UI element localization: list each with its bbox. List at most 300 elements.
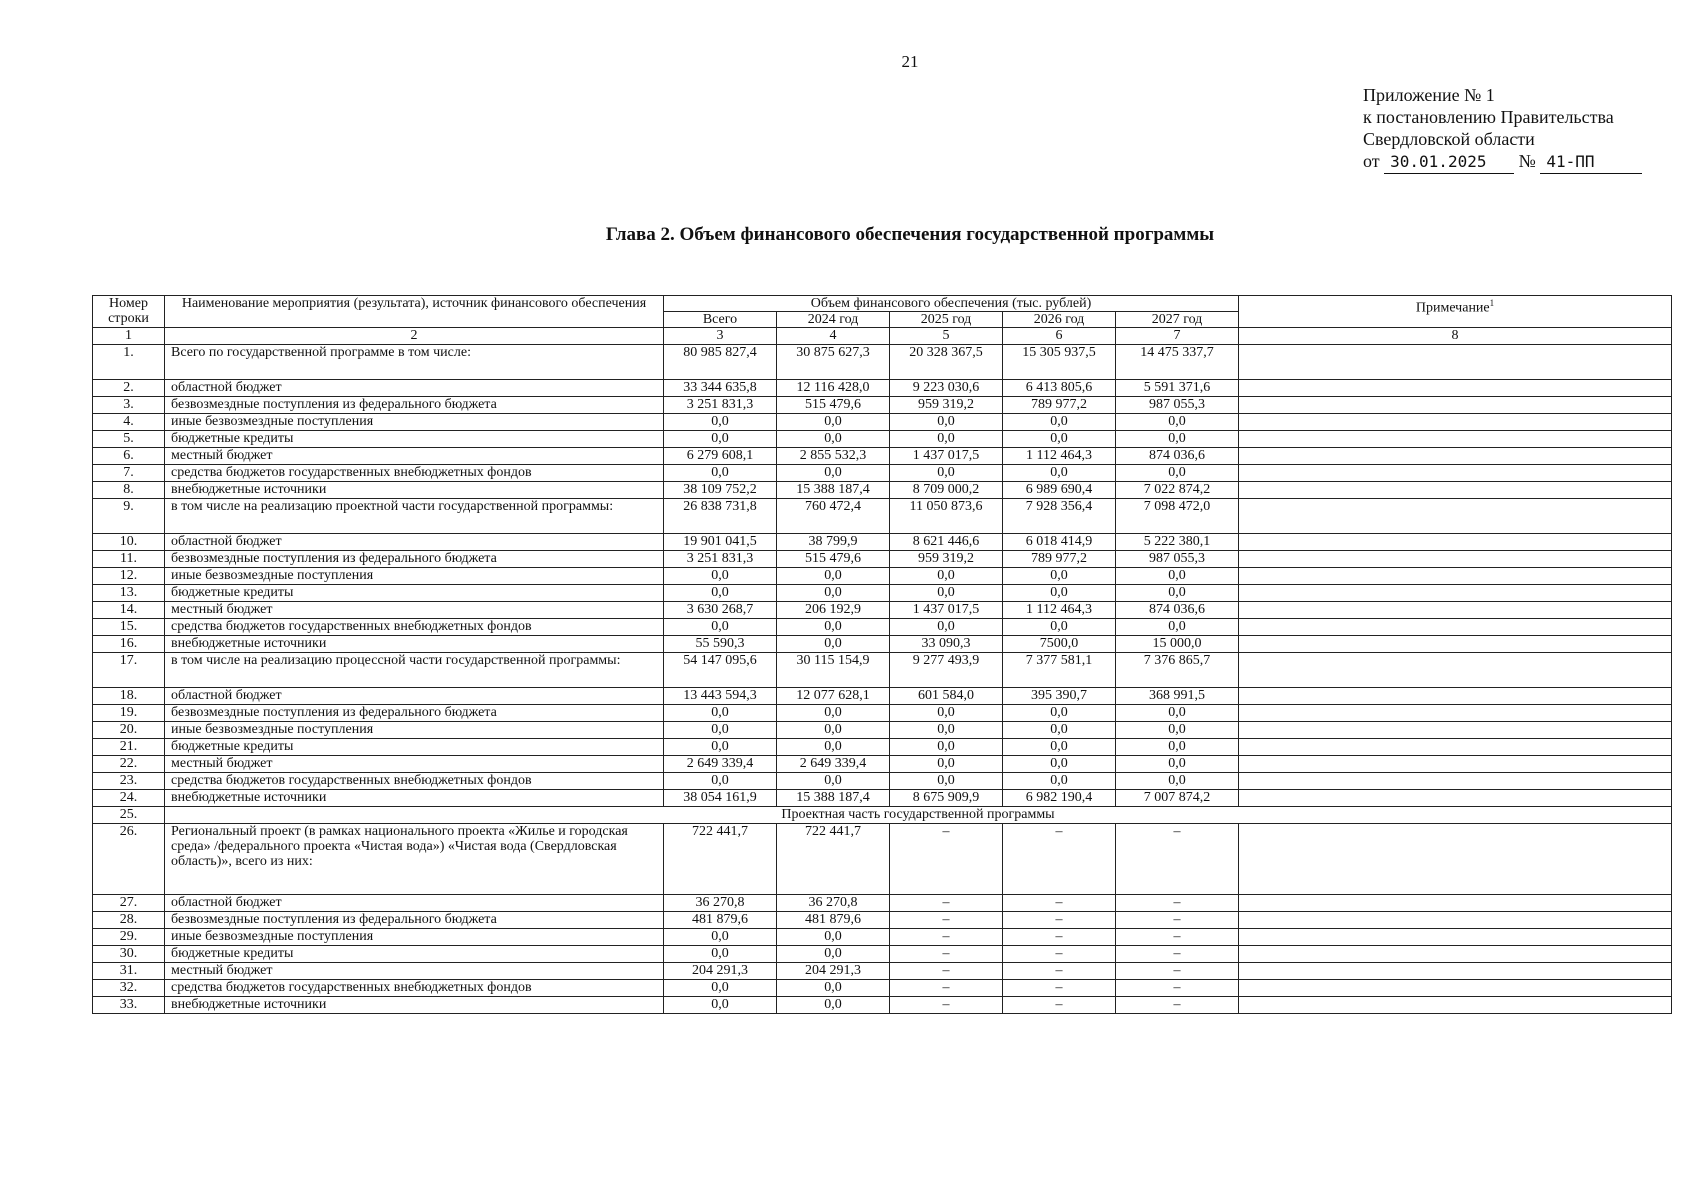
row-number-cell: 30. (93, 946, 165, 963)
total-cell: 722 441,7 (664, 824, 777, 895)
row-number-cell: 31. (93, 963, 165, 980)
value-2027-cell: 368 991,5 (1116, 688, 1239, 705)
total-cell: 6 279 608,1 (664, 448, 777, 465)
row-name-cell: местный бюджет (165, 448, 664, 465)
row-number-cell: 15. (93, 619, 165, 636)
value-2027-cell: 7 022 874,2 (1116, 482, 1239, 499)
value-2026-cell: 0,0 (1003, 773, 1116, 790)
approval-line-1: Приложение № 1 (1363, 85, 1495, 105)
row-number-cell: 16. (93, 636, 165, 653)
value-2026-cell: 1 112 464,3 (1003, 602, 1116, 619)
value-2024-cell: 515 479,6 (777, 397, 890, 414)
row-number-cell: 7. (93, 465, 165, 482)
note-cell (1239, 345, 1672, 380)
row-number-cell: 12. (93, 568, 165, 585)
total-cell: 38 109 752,2 (664, 482, 777, 499)
value-2027-cell: 874 036,6 (1116, 602, 1239, 619)
note-cell (1239, 912, 1672, 929)
value-2024-cell: 15 388 187,4 (777, 482, 890, 499)
row-name-cell: местный бюджет (165, 756, 664, 773)
column-index: 3 (664, 328, 777, 345)
note-cell (1239, 653, 1672, 688)
value-2025-cell: 0,0 (890, 465, 1003, 482)
column-index: 1 (93, 328, 165, 345)
table-body (93, 328, 1672, 1014)
value-2026-cell: – (1003, 912, 1116, 929)
value-2025-cell: – (890, 824, 1003, 895)
value-2024-cell: 0,0 (777, 997, 890, 1014)
note-cell (1239, 980, 1672, 997)
row-name-cell: бюджетные кредиты (165, 431, 664, 448)
value-2026-cell: – (1003, 929, 1116, 946)
value-2025-cell: 959 319,2 (890, 397, 1003, 414)
value-2026-cell: 0,0 (1003, 465, 1116, 482)
table-row (93, 465, 1672, 482)
total-cell: 0,0 (664, 705, 777, 722)
row-name-cell: областной бюджет (165, 534, 664, 551)
value-2025-cell: 33 090,3 (890, 636, 1003, 653)
header-volume: Объем финансового обеспечения (тыс. рублей) (664, 296, 1239, 312)
note-cell (1239, 946, 1672, 963)
value-2024-cell: 2 855 532,3 (777, 448, 890, 465)
total-cell: 0,0 (664, 465, 777, 482)
value-2026-cell: – (1003, 824, 1116, 895)
value-2026-cell: 7500,0 (1003, 636, 1116, 653)
row-name-cell: бюджетные кредиты (165, 585, 664, 602)
value-2025-cell: 0,0 (890, 619, 1003, 636)
note-cell (1239, 602, 1672, 619)
total-cell: 13 443 594,3 (664, 688, 777, 705)
value-2025-cell: 0,0 (890, 773, 1003, 790)
value-2027-cell: 0,0 (1116, 568, 1239, 585)
total-cell: 0,0 (664, 929, 777, 946)
row-number-cell: 21. (93, 739, 165, 756)
total-cell: 481 879,6 (664, 912, 777, 929)
table-row (93, 653, 1672, 688)
row-name-cell: Всего по государственной программе в том числе: (165, 345, 664, 380)
value-2024-cell: 36 270,8 (777, 895, 890, 912)
financing-table (92, 295, 1672, 1014)
table-row (93, 722, 1672, 739)
total-cell: 0,0 (664, 722, 777, 739)
table-row (93, 636, 1672, 653)
note-cell (1239, 773, 1672, 790)
row-number-cell: 11. (93, 551, 165, 568)
value-2024-cell: 2 649 339,4 (777, 756, 890, 773)
value-2025-cell: 9 223 030,6 (890, 380, 1003, 397)
value-2024-cell: 0,0 (777, 636, 890, 653)
table-row (93, 963, 1672, 980)
column-index: 8 (1239, 328, 1672, 345)
value-2024-cell: 12 077 628,1 (777, 688, 890, 705)
value-2027-cell: – (1116, 912, 1239, 929)
value-2024-cell: 0,0 (777, 414, 890, 431)
value-2026-cell: 7 928 356,4 (1003, 499, 1116, 534)
value-2025-cell: 8 709 000,2 (890, 482, 1003, 499)
row-name-cell: внебюджетные источники (165, 482, 664, 499)
row-number-cell: 13. (93, 585, 165, 602)
note-cell (1239, 688, 1672, 705)
value-2025-cell: – (890, 997, 1003, 1014)
value-2027-cell: 0,0 (1116, 465, 1239, 482)
value-2025-cell: – (890, 895, 1003, 912)
table-row (93, 431, 1672, 448)
row-name-cell: областной бюджет (165, 688, 664, 705)
value-2024-cell: 0,0 (777, 705, 890, 722)
value-2027-cell: 0,0 (1116, 619, 1239, 636)
note-cell (1239, 414, 1672, 431)
value-2026-cell: – (1003, 895, 1116, 912)
header-2024: 2024 год (777, 312, 890, 328)
row-number-cell: 3. (93, 397, 165, 414)
total-cell: 3 251 831,3 (664, 551, 777, 568)
total-cell: 3 251 831,3 (664, 397, 777, 414)
table-row (93, 705, 1672, 722)
note-cell (1239, 929, 1672, 946)
value-2025-cell: – (890, 912, 1003, 929)
column-index: 6 (1003, 328, 1116, 345)
column-index-row (93, 328, 1672, 345)
note-cell (1239, 448, 1672, 465)
row-number-cell: 24. (93, 790, 165, 807)
note-cell (1239, 756, 1672, 773)
value-2026-cell: 15 305 937,5 (1003, 345, 1116, 380)
total-cell: 0,0 (664, 619, 777, 636)
row-name-cell: бюджетные кредиты (165, 946, 664, 963)
row-number-cell: 14. (93, 602, 165, 619)
value-2025-cell: 0,0 (890, 739, 1003, 756)
value-2024-cell: 206 192,9 (777, 602, 890, 619)
value-2025-cell: – (890, 980, 1003, 997)
row-name-cell: иные безвозмездные поступления (165, 722, 664, 739)
value-2024-cell: 0,0 (777, 431, 890, 448)
number-label: № (1518, 151, 1536, 171)
column-index: 2 (165, 328, 664, 345)
value-2024-cell: 0,0 (777, 946, 890, 963)
decree-date: 30.01.2025 (1384, 151, 1514, 174)
value-2026-cell: 0,0 (1003, 431, 1116, 448)
note-cell (1239, 534, 1672, 551)
total-cell: 2 649 339,4 (664, 756, 777, 773)
total-cell: 26 838 731,8 (664, 499, 777, 534)
table-row (93, 482, 1672, 499)
approval-line-3: Свердловской области (1363, 129, 1535, 149)
header-row-1 (93, 296, 1672, 312)
value-2025-cell: 11 050 873,6 (890, 499, 1003, 534)
table-row (93, 568, 1672, 585)
value-2027-cell: 987 055,3 (1116, 551, 1239, 568)
table-row (93, 946, 1672, 963)
row-name-cell: областной бюджет (165, 380, 664, 397)
chapter-title: Глава 2. Объем финансового обеспечения государственной программы (605, 224, 1215, 245)
value-2026-cell: 789 977,2 (1003, 551, 1116, 568)
value-2027-cell: 0,0 (1116, 431, 1239, 448)
row-name-cell: средства бюджетов государственных внебюджетных фондов (165, 980, 664, 997)
approval-date-line (1363, 150, 1642, 174)
value-2025-cell: 1 437 017,5 (890, 602, 1003, 619)
table-row (93, 824, 1672, 895)
value-2024-cell: 515 479,6 (777, 551, 890, 568)
table-row (93, 912, 1672, 929)
total-cell: 204 291,3 (664, 963, 777, 980)
value-2024-cell: 30 115 154,9 (777, 653, 890, 688)
value-2026-cell: 789 977,2 (1003, 397, 1116, 414)
value-2024-cell: 0,0 (777, 929, 890, 946)
row-number-cell: 8. (93, 482, 165, 499)
value-2026-cell: – (1003, 997, 1116, 1014)
header-name: Наименование мероприятия (результата), источник финансового обеспечения (165, 296, 664, 328)
value-2024-cell: 0,0 (777, 722, 890, 739)
approval-line-2: к постановлению Правительства (1363, 107, 1614, 127)
value-2026-cell: 0,0 (1003, 414, 1116, 431)
row-number-cell: 10. (93, 534, 165, 551)
note-cell (1239, 551, 1672, 568)
row-name-cell: средства бюджетов государственных внебюджетных фондов (165, 465, 664, 482)
row-number-cell: 28. (93, 912, 165, 929)
value-2025-cell: 8 675 909,9 (890, 790, 1003, 807)
row-number-cell: 2. (93, 380, 165, 397)
approval-stamp (1363, 84, 1642, 174)
note-cell (1239, 380, 1672, 397)
row-name-cell: в том числе на реализацию процессной части государственной программы: (165, 653, 664, 688)
value-2026-cell: 395 390,7 (1003, 688, 1116, 705)
total-cell: 19 901 041,5 (664, 534, 777, 551)
table-row (93, 534, 1672, 551)
row-name-cell: иные безвозмездные поступления (165, 929, 664, 946)
value-2027-cell: – (1116, 946, 1239, 963)
note-cell (1239, 895, 1672, 912)
from-label: от (1363, 151, 1380, 171)
value-2027-cell: 7 376 865,7 (1116, 653, 1239, 688)
total-cell: 38 054 161,9 (664, 790, 777, 807)
row-number-cell: 20. (93, 722, 165, 739)
total-cell: 33 344 635,8 (664, 380, 777, 397)
value-2024-cell: 12 116 428,0 (777, 380, 890, 397)
header-note-footnote: 1 (1489, 298, 1495, 308)
value-2027-cell: 15 000,0 (1116, 636, 1239, 653)
value-2024-cell: 0,0 (777, 568, 890, 585)
value-2026-cell: – (1003, 963, 1116, 980)
row-number-cell: 6. (93, 448, 165, 465)
note-cell (1239, 722, 1672, 739)
row-number-cell: 27. (93, 895, 165, 912)
value-2025-cell: – (890, 946, 1003, 963)
value-2025-cell: 0,0 (890, 568, 1003, 585)
value-2025-cell: 0,0 (890, 722, 1003, 739)
value-2026-cell: 7 377 581,1 (1003, 653, 1116, 688)
value-2024-cell: 204 291,3 (777, 963, 890, 980)
note-cell (1239, 636, 1672, 653)
value-2026-cell: 6 413 805,6 (1003, 380, 1116, 397)
table-row (93, 895, 1672, 912)
table-row (93, 380, 1672, 397)
value-2026-cell: 0,0 (1003, 756, 1116, 773)
row-name-cell: местный бюджет (165, 602, 664, 619)
page-number: 21 (901, 52, 919, 71)
value-2026-cell: 1 112 464,3 (1003, 448, 1116, 465)
section-row (93, 807, 1672, 824)
value-2025-cell: 0,0 (890, 431, 1003, 448)
table-row (93, 773, 1672, 790)
value-2027-cell: 0,0 (1116, 739, 1239, 756)
value-2025-cell: 959 319,2 (890, 551, 1003, 568)
column-index: 5 (890, 328, 1003, 345)
row-name-cell: средства бюджетов государственных внебюджетных фондов (165, 773, 664, 790)
row-name-cell: безвозмездные поступления из федерального бюджета (165, 912, 664, 929)
total-cell: 0,0 (664, 946, 777, 963)
value-2025-cell: – (890, 929, 1003, 946)
value-2027-cell: 0,0 (1116, 705, 1239, 722)
value-2024-cell: 0,0 (777, 980, 890, 997)
value-2025-cell: 9 277 493,9 (890, 653, 1003, 688)
total-cell: 0,0 (664, 568, 777, 585)
value-2026-cell: – (1003, 946, 1116, 963)
row-number-cell: 18. (93, 688, 165, 705)
value-2025-cell: 601 584,0 (890, 688, 1003, 705)
value-2024-cell: 481 879,6 (777, 912, 890, 929)
note-cell (1239, 619, 1672, 636)
value-2025-cell: – (890, 963, 1003, 980)
note-cell (1239, 397, 1672, 414)
row-name-cell: внебюджетные источники (165, 997, 664, 1014)
row-name-cell: в том числе на реализацию проектной части государственной программы: (165, 499, 664, 534)
value-2027-cell: 874 036,6 (1116, 448, 1239, 465)
value-2027-cell: 0,0 (1116, 756, 1239, 773)
value-2024-cell: 38 799,9 (777, 534, 890, 551)
total-cell: 0,0 (664, 431, 777, 448)
value-2025-cell: 0,0 (890, 756, 1003, 773)
header-2025: 2025 год (890, 312, 1003, 328)
value-2026-cell: 6 982 190,4 (1003, 790, 1116, 807)
value-2024-cell: 0,0 (777, 773, 890, 790)
total-cell: 0,0 (664, 773, 777, 790)
note-cell (1239, 790, 1672, 807)
total-cell: 0,0 (664, 980, 777, 997)
value-2027-cell: 0,0 (1116, 414, 1239, 431)
value-2024-cell: 15 388 187,4 (777, 790, 890, 807)
row-name-cell: внебюджетные источники (165, 636, 664, 653)
note-cell (1239, 824, 1672, 895)
value-2026-cell: 0,0 (1003, 739, 1116, 756)
table-row (93, 499, 1672, 534)
value-2027-cell: – (1116, 929, 1239, 946)
value-2027-cell: 14 475 337,7 (1116, 345, 1239, 380)
value-2027-cell: – (1116, 824, 1239, 895)
total-cell: 0,0 (664, 414, 777, 431)
total-cell: 36 270,8 (664, 895, 777, 912)
note-cell (1239, 705, 1672, 722)
table-row (93, 585, 1672, 602)
table-row (93, 739, 1672, 756)
note-cell (1239, 963, 1672, 980)
value-2024-cell: 0,0 (777, 465, 890, 482)
row-number-cell: 19. (93, 705, 165, 722)
value-2026-cell: 6 989 690,4 (1003, 482, 1116, 499)
row-number-cell: 17. (93, 653, 165, 688)
row-number-cell: 25. (93, 807, 165, 824)
header-2027: 2027 год (1116, 312, 1239, 328)
value-2024-cell: 0,0 (777, 619, 890, 636)
column-index: 4 (777, 328, 890, 345)
value-2027-cell: – (1116, 997, 1239, 1014)
total-cell: 3 630 268,7 (664, 602, 777, 619)
value-2027-cell: 5 222 380,1 (1116, 534, 1239, 551)
value-2027-cell: 0,0 (1116, 585, 1239, 602)
value-2027-cell: – (1116, 963, 1239, 980)
row-number-cell: 29. (93, 929, 165, 946)
table-row (93, 345, 1672, 380)
row-number-cell: 33. (93, 997, 165, 1014)
value-2025-cell: 20 328 367,5 (890, 345, 1003, 380)
row-name-cell: безвозмездные поступления из федерального бюджета (165, 705, 664, 722)
table-row (93, 997, 1672, 1014)
decree-number: 41-ПП (1540, 151, 1642, 174)
total-cell: 54 147 095,6 (664, 653, 777, 688)
table-row (93, 688, 1672, 705)
value-2025-cell: 0,0 (890, 585, 1003, 602)
total-cell: 0,0 (664, 997, 777, 1014)
section-title-cell: Проектная часть государственной программы (165, 807, 1672, 824)
header-row-number: Номер строки (93, 296, 165, 328)
table-row (93, 414, 1672, 431)
value-2024-cell: 0,0 (777, 585, 890, 602)
header-2026: 2026 год (1003, 312, 1116, 328)
value-2026-cell: 0,0 (1003, 619, 1116, 636)
table-row (93, 602, 1672, 619)
value-2025-cell: 8 621 446,6 (890, 534, 1003, 551)
row-name-cell: безвозмездные поступления из федерального бюджета (165, 551, 664, 568)
value-2027-cell: 7 098 472,0 (1116, 499, 1239, 534)
value-2025-cell: 0,0 (890, 705, 1003, 722)
table-row (93, 790, 1672, 807)
value-2027-cell: – (1116, 895, 1239, 912)
note-cell (1239, 997, 1672, 1014)
value-2026-cell: 0,0 (1003, 722, 1116, 739)
note-cell (1239, 499, 1672, 534)
value-2024-cell: 0,0 (777, 739, 890, 756)
value-2027-cell: 0,0 (1116, 773, 1239, 790)
total-cell: 0,0 (664, 739, 777, 756)
total-cell: 0,0 (664, 585, 777, 602)
note-cell (1239, 465, 1672, 482)
row-name-cell: местный бюджет (165, 963, 664, 980)
row-name-cell: безвозмездные поступления из федерального бюджета (165, 397, 664, 414)
row-name-cell: областной бюджет (165, 895, 664, 912)
value-2026-cell: 0,0 (1003, 705, 1116, 722)
row-number-cell: 23. (93, 773, 165, 790)
note-cell (1239, 568, 1672, 585)
value-2027-cell: 0,0 (1116, 722, 1239, 739)
row-name-cell: иные безвозмездные поступления (165, 414, 664, 431)
value-2027-cell: 987 055,3 (1116, 397, 1239, 414)
value-2026-cell: 6 018 414,9 (1003, 534, 1116, 551)
row-number-cell: 26. (93, 824, 165, 895)
value-2027-cell: 5 591 371,6 (1116, 380, 1239, 397)
value-2026-cell: 0,0 (1003, 585, 1116, 602)
value-2025-cell: 0,0 (890, 414, 1003, 431)
total-cell: 55 590,3 (664, 636, 777, 653)
row-name-cell: иные безвозмездные поступления (165, 568, 664, 585)
note-cell (1239, 739, 1672, 756)
value-2027-cell: – (1116, 980, 1239, 997)
note-cell (1239, 482, 1672, 499)
header-total: Всего (664, 312, 777, 328)
row-name-cell: Региональный проект (в рамках национального проекта «Жилье и городская среда» /федерального проекта «Чистая вода») «Чистая вода (Свердловская область)», всего из них: (165, 824, 664, 895)
total-cell: 80 985 827,4 (664, 345, 777, 380)
table-row (93, 929, 1672, 946)
row-number-cell: 4. (93, 414, 165, 431)
column-index: 7 (1116, 328, 1239, 345)
